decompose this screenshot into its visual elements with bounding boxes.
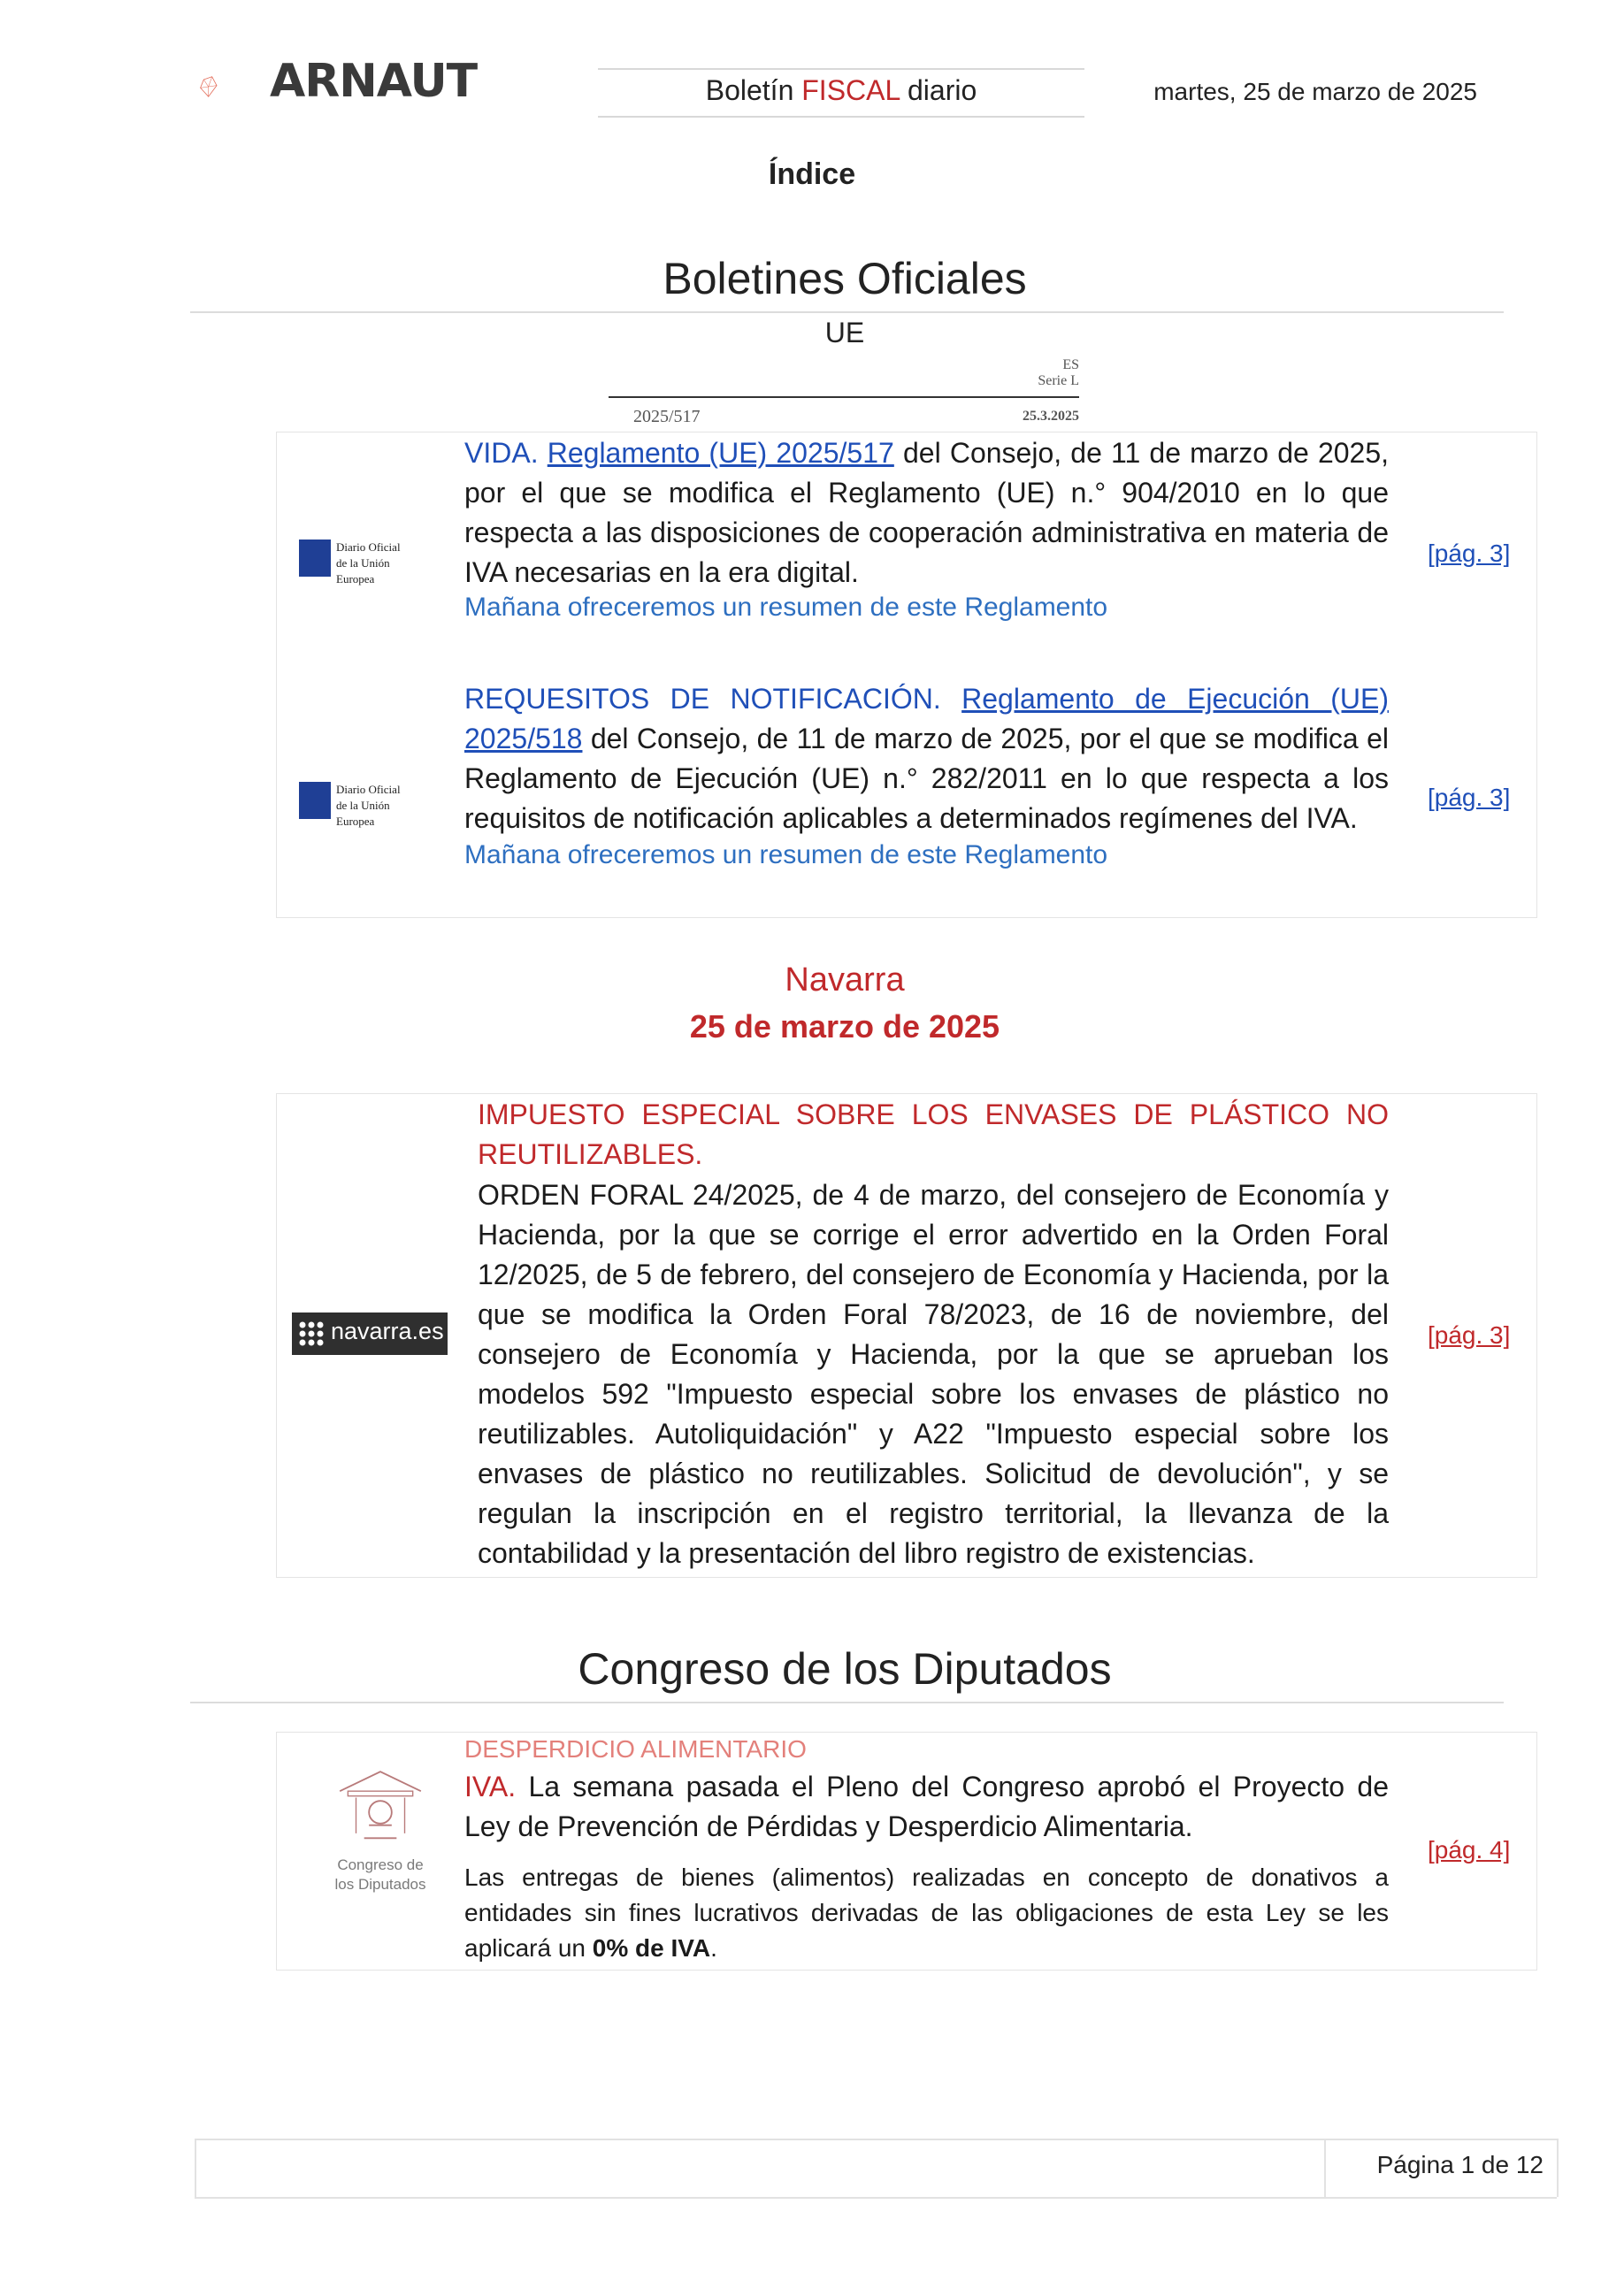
eu-flag-icon — [299, 540, 331, 577]
index-heading: Índice — [768, 157, 856, 191]
subheading-ue: UE — [824, 317, 865, 348]
page-ref-link[interactable]: [pág. 3] — [1428, 540, 1511, 567]
navarra-date: 25 de marzo de 2025 — [689, 1008, 1000, 1045]
detail-highlight: 0% de IVA — [592, 1934, 711, 1962]
page-number: Página 1 de 12 — [1376, 2151, 1544, 2178]
detail-text: Las entregas de bienes (alimentos) realizadas en concepto de donativos a entidades sin fines lucrativos derivadas de las obligaciones de esta Ley se les aplicará un — [464, 1864, 1389, 1962]
navarra-logo-text: navarra.es — [331, 1318, 444, 1344]
entry-prefix: IVA. — [464, 1771, 517, 1802]
grid-dots-icon — [299, 1321, 324, 1346]
navarra-entry-title: IMPUESTO ESPECIAL SOBRE LOS ENVASES DE PLÁSTICO NO REUTILIZABLES. — [478, 1098, 1389, 1170]
oj-logo-text — [336, 782, 414, 830]
detail-end: . — [710, 1934, 717, 1962]
congreso-logo-text — [314, 1856, 447, 1894]
congreso-emblem-icon — [332, 1765, 429, 1849]
congreso-entry-detail — [464, 1860, 1389, 1966]
footer-divider — [1324, 2139, 1326, 2197]
regulation-link[interactable]: Reglamento de Ejecución (UE) 2025/518 — [464, 683, 1389, 754]
oj-lang-series — [1038, 357, 1079, 389]
oj-header-strip — [609, 354, 1079, 432]
footer-right-border — [1557, 2139, 1559, 2197]
entry-note: Mañana ofreceremos un resumen de este Reglamento — [464, 840, 1108, 869]
entry-text: del Consejo, de 11 de marzo de 2025, por el que se modifica el Reglamento (UE) n.° 904/2010 en lo que respecta a las disposiciones de cooperación administrativa en materia de IVA necesarias en la era digital. — [464, 437, 1390, 588]
ue-entry-1 — [464, 433, 1389, 593]
page-ref-link[interactable]: [pág. 4] — [1428, 1836, 1511, 1864]
section-rule-congreso — [190, 1702, 1504, 1703]
congreso-logo-line1: Congreso de — [337, 1856, 424, 1873]
eu-official-journal-logo — [299, 778, 414, 828]
regulation-link[interactable]: Reglamento (UE) 2025/517 — [547, 437, 894, 469]
arnaut-logo-icon — [199, 42, 270, 131]
oj-logo-line2: de la Unión Europea — [336, 556, 390, 585]
footer-left-border — [195, 2139, 196, 2197]
navarra-heading: Navarra — [785, 961, 905, 999]
oj-logo-text — [336, 540, 414, 587]
oj-rule — [609, 396, 1079, 398]
congreso-entry-main — [464, 1767, 1389, 1847]
entry-prefix: VIDA. — [464, 437, 548, 469]
entry-text: La semana pasada el Pleno del Congreso aprobó el Proyecto de Ley de Prevención de Pérdidas y Desperdicio Alimentaria. — [464, 1771, 1389, 1842]
header-rule-bottom — [598, 116, 1084, 118]
title-pre: Boletín — [705, 74, 802, 106]
page-ref-link[interactable]: [pág. 3] — [1428, 1321, 1511, 1349]
navarra-entry-text: ORDEN FORAL 24/2025, de 4 de marzo, del consejero de Economía y Hacienda, por la que se corrige el error advertido en la Orden Foral 12/2025, de 5 de febrero, del consejero de Economía y Hacienda, por la que se modifica la Orden Foral 78/2023, de 16 de noviembre, del consejero de Economía y Hacienda, por la que se aprueban los modelos 592 "Impuesto especial sobre los envases de plástico no reutilizables. Autoliquidación" y A22 "Impuesto especial sobre los envases de plástico no reutilizables. Solicitud de devolución", y se regulan la inscripción en el registro territorial, la llevanza de la contabilidad y la presentación del libro registro de existencias. — [478, 1179, 1389, 1569]
oj-lang: ES — [1062, 357, 1079, 372]
section-heading-boletines: Boletines Oficiales — [663, 254, 1027, 303]
congreso-entry-tag: DESPERDICIO ALIMENTARIO — [464, 1735, 807, 1763]
entry-note: Mañana ofreceremos un resumen de este Reglamento — [464, 593, 1108, 622]
oj-logo-line1: Diario Oficial — [336, 783, 401, 796]
eu-official-journal-logo — [299, 536, 414, 585]
header-date: martes, 25 de marzo de 2025 — [1153, 78, 1477, 105]
header-rule-top — [598, 68, 1084, 70]
footer-rule-bottom — [195, 2197, 1557, 2199]
eu-flag-icon — [299, 782, 331, 819]
brand-name: ARNAUT — [270, 55, 478, 108]
congreso-logo-line2: los Diputados — [334, 1876, 426, 1893]
entry-text: del Consejo, de 11 de marzo de 2025, por el que se modifica el Reglamento de Ejecución (UE) n.° 282/2011 en lo que respecta a los requisitos de notificación aplicables a determinados regímenes del IVA. — [464, 723, 1389, 834]
title-post: diario — [900, 74, 977, 106]
ue-entry-2 — [464, 679, 1389, 838]
page-ref-link[interactable]: [pág. 3] — [1428, 784, 1511, 811]
oj-logo-line1: Diario Oficial — [336, 540, 401, 554]
section-heading-congreso: Congreso de los Diputados — [578, 1644, 1112, 1694]
oj-logo-line2: de la Unión Europea — [336, 799, 390, 828]
section-rule-boletines — [190, 311, 1504, 313]
oj-date: 25.3.2025 — [1023, 409, 1079, 424]
bulletin-title — [598, 74, 1084, 107]
entry-prefix: REQUESITOS DE NOTIFICACIÓN. — [464, 683, 962, 715]
oj-series: Serie L — [1038, 373, 1079, 388]
footer-rule-top — [195, 2139, 1557, 2140]
navarra-logo — [292, 1313, 448, 1355]
title-accent: FISCAL — [801, 74, 900, 106]
oj-number: 2025/517 — [633, 407, 701, 426]
